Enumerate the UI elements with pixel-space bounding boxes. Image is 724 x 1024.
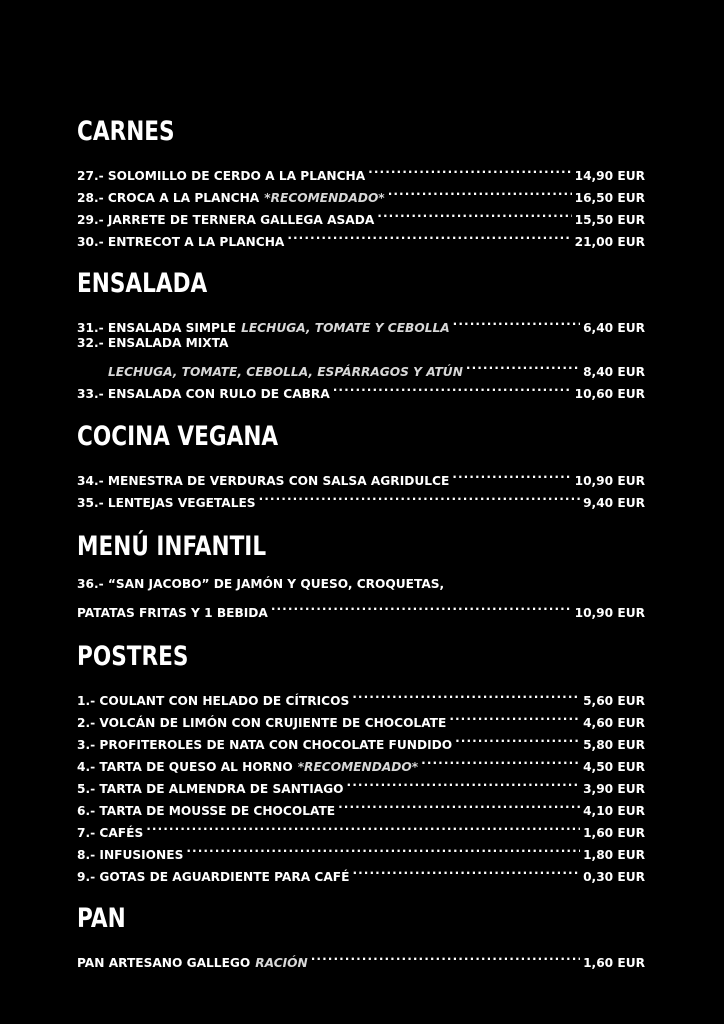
section-ensalada [77, 267, 645, 401]
item-price: 8,40 EUR [583, 365, 645, 379]
item-name-continued: PATATAS FRITAS Y 1 BEBIDA [77, 606, 268, 620]
menu-item [77, 573, 645, 595]
dot-leader [271, 595, 572, 617]
dot-leader [311, 945, 580, 967]
section-title-pan: PAN [77, 903, 126, 934]
item-price: 3,90 EUR [583, 782, 645, 796]
item-note: RACIÓN [255, 956, 308, 970]
dot-leader [338, 793, 580, 815]
section-carnes [77, 115, 645, 249]
menu-item-detail [77, 595, 645, 620]
item-name: 32.- ENSALADA MIXTA [77, 336, 229, 350]
item-price: 10,90 EUR [574, 474, 645, 488]
menu-item-detail [77, 354, 645, 379]
dot-leader [347, 771, 581, 793]
dot-leader [452, 463, 571, 485]
infantil-items [77, 573, 645, 620]
ensalada-items [77, 310, 645, 401]
dot-leader [377, 202, 571, 224]
menu-item [77, 310, 645, 335]
pan-items [77, 945, 645, 970]
item-name: 9.- GOTAS DE AGUARDIENTE PARA CAFÉ [77, 870, 350, 884]
item-name: 2.- VOLCÁN DE LIMÓN CON CRUJIENTE DE CHOCOLATE [77, 716, 447, 730]
item-price: 1,80 EUR [583, 848, 645, 862]
menu-item [77, 815, 645, 840]
section-title-postres: POSTRES [77, 641, 189, 672]
item-note: *RECOMENDADO* [264, 191, 385, 205]
menu-item [77, 683, 645, 708]
item-price: 21,00 EUR [574, 235, 645, 249]
item-price: 4,10 EUR [583, 804, 645, 818]
section-title-ensalada: ENSALADA [77, 268, 208, 299]
item-price: 9,40 EUR [583, 496, 645, 510]
item-price: 16,50 EUR [574, 191, 645, 205]
section-pan [77, 902, 645, 970]
item-price: 15,50 EUR [574, 213, 645, 227]
vegana-items [77, 463, 645, 510]
item-price: 6,40 EUR [583, 321, 645, 335]
item-name: 33.- ENSALADA CON RULO DE CABRA [77, 387, 330, 401]
menu-item [77, 945, 645, 970]
menu-item [77, 463, 645, 488]
item-name: 34.- MENESTRA DE VERDURAS CON SALSA AGRIDULCE [77, 474, 450, 488]
item-name: 3.- PROFITEROLES DE NATA CON CHOCOLATE FUNDIDO [77, 738, 453, 752]
dot-leader [453, 310, 580, 332]
section-title-carnes: CARNES [77, 116, 175, 147]
dot-leader [388, 180, 572, 202]
item-name: 5.- TARTA DE ALMENDRA DE SANTIAGO [77, 782, 344, 796]
carnes-items [77, 158, 645, 249]
dot-leader [352, 859, 580, 881]
dot-leader [186, 837, 580, 859]
dot-leader [352, 683, 580, 705]
item-name: 35.- LENTEJAS VEGETALES [77, 496, 256, 510]
item-price: 1,60 EUR [583, 956, 645, 970]
postres-items [77, 683, 645, 884]
dot-leader [287, 224, 571, 246]
item-name: 7.- CAFÉS [77, 826, 144, 840]
section-title-vegana: COCINA VEGANA [77, 421, 279, 452]
item-name: 31.- ENSALADA SIMPLE [77, 321, 237, 335]
item-note: LECHUGA, TOMATE Y CEBOLLA [241, 321, 450, 335]
item-name: 8.- INFUSIONES [77, 848, 184, 862]
item-note: *RECOMENDADO* [297, 760, 419, 774]
dot-leader [146, 815, 580, 837]
item-price: 4,60 EUR [583, 716, 645, 730]
item-name: 28.- CROCA A LA PLANCHA [77, 191, 260, 205]
item-name: 29.- JARRETE DE TERNERA GALLEGA ASADA [77, 213, 375, 227]
item-name: 36.- “SAN JACOBO” DE JAMÓN Y QUESO, CROQUETAS, [77, 577, 445, 591]
section-postres [77, 640, 645, 884]
dot-leader [259, 485, 581, 507]
menu-item [77, 837, 645, 862]
item-price: 5,80 EUR [583, 738, 645, 752]
item-name: 4.- TARTA DE QUESO AL HORNO [77, 760, 293, 774]
item-price: 1,60 EUR [583, 826, 645, 840]
dot-leader [333, 376, 572, 398]
item-name: 1.- COULANT CON HELADO DE CÍTRICOS [77, 694, 350, 708]
item-note: LECHUGA, TOMATE, CEBOLLA, ESPÁRRAGOS Y ATÚN [108, 365, 463, 379]
dot-leader [455, 727, 580, 749]
item-price: 0,30 EUR [583, 870, 645, 884]
item-price: 5,60 EUR [583, 694, 645, 708]
item-price: 10,90 EUR [574, 606, 645, 620]
item-price: 10,60 EUR [574, 387, 645, 401]
item-name: 6.- TARTA DE MOUSSE DE CHOCOLATE [77, 804, 336, 818]
dot-leader [368, 158, 571, 180]
item-name: PAN ARTESANO GALLEGO [77, 956, 251, 970]
dot-leader [421, 749, 580, 771]
item-price: 4,50 EUR [583, 760, 645, 774]
item-price: 14,90 EUR [574, 169, 645, 183]
section-vegana [77, 420, 645, 510]
dot-leader [449, 705, 580, 727]
menu-item [77, 158, 645, 183]
section-infantil [77, 530, 645, 620]
section-title-infantil: MENÚ INFANTIL [77, 531, 267, 562]
item-name: 27.- SOLOMILLO DE CERDO A LA PLANCHA [77, 169, 366, 183]
dot-leader [466, 354, 580, 376]
item-name: 30.- ENTRECOT A LA PLANCHA [77, 235, 285, 249]
